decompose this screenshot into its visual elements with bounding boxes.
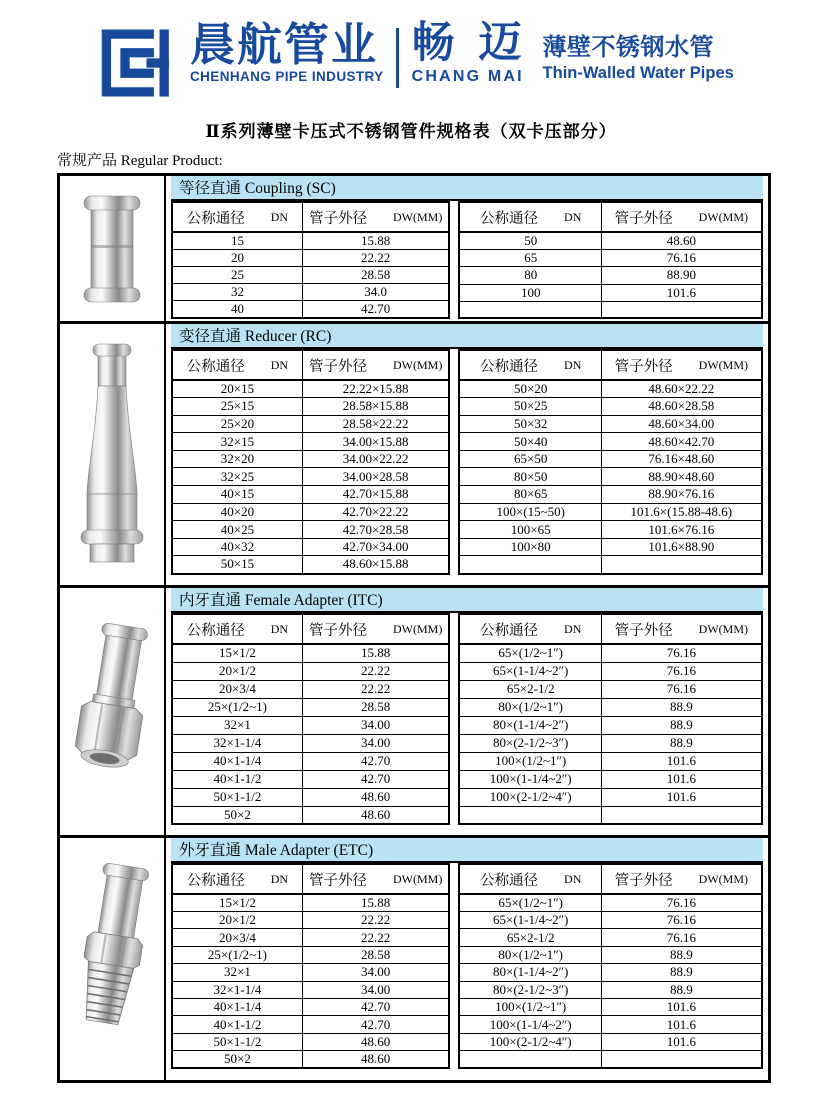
col-header-dw: 管子外径 DW(MM) [601, 350, 761, 380]
col-header-dw: 管子外径 DW(MM) [601, 614, 761, 644]
company-name-en: CHENHANG PIPE INDUSTRY [190, 69, 384, 84]
table-cell: 20×15 [172, 380, 302, 398]
table-row [459, 964, 761, 981]
table-row [172, 267, 449, 284]
table-row [459, 503, 761, 521]
table-cell: 32×20 [172, 450, 302, 468]
table-row [459, 538, 761, 556]
spec-table-right [458, 613, 762, 825]
table-cell: 48.60 [601, 232, 761, 250]
table-row [172, 468, 449, 486]
table-cell: 32×1-1/4 [172, 981, 302, 998]
table-cell: 22.22 [302, 250, 449, 267]
coupling-product-image [60, 176, 166, 321]
table-cell: 88.9 [601, 698, 761, 716]
table-cell: 42.70 [302, 770, 449, 788]
table-cell: 88.90×76.16 [601, 486, 761, 504]
table-cell: 32×1 [172, 716, 302, 734]
table-cell: 100×(2-1/2~4″) [459, 788, 601, 806]
male-adapter-product-image [60, 838, 166, 1080]
table-row [172, 806, 449, 824]
table-cell: 34.00×28.58 [302, 468, 449, 486]
table-cell: 76.16 [601, 680, 761, 698]
table-cell: 65×(1-1/4~2″) [459, 662, 601, 680]
table-cell: 88.9 [601, 734, 761, 752]
table-cell: 42.70 [302, 752, 449, 770]
spec-table-right [458, 863, 762, 1069]
table-cell: 22.22×15.88 [302, 380, 449, 398]
col-header-dw: 管子外径 DW(MM) [302, 350, 449, 380]
table-row [172, 698, 449, 716]
table-row [172, 380, 449, 398]
table-cell: 50×32 [459, 415, 601, 433]
section-male-adapter-etc [60, 835, 768, 1080]
table-cell: 65×(1/2~1″) [459, 644, 601, 662]
table-cell: 40×25 [172, 521, 302, 539]
table-cell: 50×1-1/2 [172, 1033, 302, 1050]
table-cell [459, 301, 601, 318]
table-row [459, 770, 761, 788]
table-cell: 20×3/4 [172, 929, 302, 946]
col-header-dn: 公称通径 DN [459, 864, 601, 894]
table-cell: 40×1-1/2 [172, 1016, 302, 1033]
col-header-dw: 管子外径 DW(MM) [302, 202, 449, 232]
section-reducer-rc [60, 321, 768, 585]
table-cell: 15.88 [302, 644, 449, 662]
section-title: 等径直通 Coupling (SC) [171, 176, 763, 201]
table-row [172, 486, 449, 504]
table-row [459, 752, 761, 770]
table-cell: 28.58 [302, 946, 449, 963]
table-cell: 32×15 [172, 433, 302, 451]
table-cell: 76.16 [601, 894, 761, 912]
table-cell: 88.9 [601, 981, 761, 998]
table-cell: 22.22 [302, 912, 449, 929]
table-row [459, 788, 761, 806]
table-cell: 40×1-1/2 [172, 770, 302, 788]
table-cell: 42.70×22.22 [302, 503, 449, 521]
company-name-cn: 晨航管业 [190, 19, 379, 70]
table-cell: 34.00 [302, 734, 449, 752]
table-row [172, 680, 449, 698]
table-cell: 28.58×22.22 [302, 415, 449, 433]
table-row [172, 894, 449, 912]
table-row [459, 521, 761, 539]
table-cell [601, 806, 761, 824]
col-header-dw: 管子外径 DW(MM) [601, 864, 761, 894]
document-title: Ⅱ系列薄壁卡压式不锈钢管件规格表（双卡压部分） [205, 122, 617, 141]
header-divider [396, 28, 399, 88]
table-cell: 80×50 [459, 468, 601, 486]
table-cell: 88.9 [601, 716, 761, 734]
table-cell: 40×15 [172, 486, 302, 504]
table-cell: 48.60 [302, 788, 449, 806]
table-cell: 101.6 [601, 752, 761, 770]
section-title: 变径直通 Reducer (RC) [171, 324, 763, 349]
table-cell: 20×1/2 [172, 662, 302, 680]
table-row [172, 538, 449, 556]
table-cell: 100×(1-1/4~2″) [459, 770, 601, 788]
table-cell: 40×1-1/4 [172, 998, 302, 1015]
table-cell: 101.6 [601, 1033, 761, 1050]
table-cell: 100×80 [459, 538, 601, 556]
table-cell: 32×25 [172, 468, 302, 486]
table-row [459, 662, 761, 680]
table-row [172, 912, 449, 929]
table-row [172, 284, 449, 301]
table-row [172, 734, 449, 752]
table-cell: 100×65 [459, 521, 601, 539]
table-cell: 34.0 [302, 284, 449, 301]
table-row [459, 380, 761, 398]
section-female-adapter-itc [60, 585, 768, 835]
col-header-dw: 管子外径 DW(MM) [302, 864, 449, 894]
table-cell: 15×1/2 [172, 644, 302, 662]
table-cell: 42.70×34.00 [302, 538, 449, 556]
col-header-dw: 管子外径 DW(MM) [601, 202, 761, 232]
table-cell: 42.70 [302, 998, 449, 1015]
table-cell: 28.58 [302, 698, 449, 716]
table-cell: 40×1-1/4 [172, 752, 302, 770]
table-cell: 100×(15~50) [459, 503, 601, 521]
table-row [459, 912, 761, 929]
table-cell: 25 [172, 267, 302, 284]
table-row [172, 964, 449, 981]
table-row [459, 398, 761, 416]
table-row [459, 716, 761, 734]
brand-name-en: CHANG MAI [411, 68, 524, 85]
table-cell: 101.6×76.16 [601, 521, 761, 539]
reducer-product-image [60, 324, 166, 585]
table-row [172, 250, 449, 267]
table-cell: 25×20 [172, 415, 302, 433]
table-row [459, 734, 761, 752]
table-cell: 76.16 [601, 662, 761, 680]
table-cell: 88.90 [601, 267, 761, 284]
table-cell: 76.16 [601, 912, 761, 929]
table-cell: 20 [172, 250, 302, 267]
table-cell: 32×1 [172, 964, 302, 981]
section-coupling-sc [60, 176, 768, 321]
table-row [172, 503, 449, 521]
table-cell: 101.6 [601, 788, 761, 806]
table-row [172, 450, 449, 468]
spec-table [57, 173, 771, 1083]
col-header-dn: 公称通径 DN [172, 202, 302, 232]
ch-monogram-icon [98, 24, 180, 107]
table-cell: 101.6 [601, 998, 761, 1015]
table-row [459, 284, 761, 301]
section-title: 内牙直通 Female Adapter (ITC) [171, 588, 763, 613]
table-row [459, 644, 761, 662]
table-row [172, 232, 449, 250]
spec-table-left [171, 349, 450, 575]
spec-table-right [458, 201, 762, 319]
table-cell: 50×25 [459, 398, 601, 416]
table-cell: 32 [172, 284, 302, 301]
tagline-cn: 薄壁不锈钢水管 [542, 34, 715, 61]
table-cell [459, 556, 601, 574]
table-cell: 22.22 [302, 929, 449, 946]
table-row [459, 806, 761, 824]
table-cell: 65×2-1/2 [459, 680, 601, 698]
table-cell: 15.88 [302, 232, 449, 250]
table-row [172, 398, 449, 416]
table-cell: 76.16 [601, 250, 761, 267]
table-cell: 76.16 [601, 929, 761, 946]
table-cell: 101.6 [601, 1016, 761, 1033]
table-row [459, 1016, 761, 1033]
table-cell: 65×50 [459, 450, 601, 468]
table-cell: 76.16 [601, 644, 761, 662]
table-cell: 48.60 [302, 806, 449, 824]
table-cell: 42.70×28.58 [302, 521, 449, 539]
table-cell: 42.70×15.88 [302, 486, 449, 504]
col-header-dn: 公称通径 DN [172, 350, 302, 380]
table-row [459, 433, 761, 451]
table-row [459, 415, 761, 433]
table-cell: 88.90×48.60 [601, 468, 761, 486]
col-header-dw: 管子外径 DW(MM) [302, 614, 449, 644]
table-cell: 101.6 [601, 770, 761, 788]
table-row [459, 929, 761, 946]
table-cell: 100×(1/2~1″) [459, 998, 601, 1015]
table-row [172, 788, 449, 806]
table-row [459, 946, 761, 963]
brand-name-block [411, 19, 528, 86]
table-cell: 40×32 [172, 538, 302, 556]
table-cell: 28.58×15.88 [302, 398, 449, 416]
table-row [172, 1033, 449, 1050]
table-cell: 80×65 [459, 486, 601, 504]
table-row [172, 415, 449, 433]
table-cell: 15×1/2 [172, 894, 302, 912]
table-row [172, 946, 449, 963]
table-cell: 25×15 [172, 398, 302, 416]
table-row [172, 644, 449, 662]
table-row [459, 450, 761, 468]
table-cell: 101.6×88.90 [601, 538, 761, 556]
table-cell: 88.9 [601, 964, 761, 981]
table-cell: 48.60×34.00 [601, 415, 761, 433]
table-cell: 32×1-1/4 [172, 734, 302, 752]
table-cell: 80×(1-1/4~2″) [459, 964, 601, 981]
table-row [172, 301, 449, 319]
col-header-dn: 公称通径 DN [459, 614, 601, 644]
table-cell: 42.70 [302, 301, 449, 319]
table-cell: 101.6×(15.88-48.6) [601, 503, 761, 521]
table-row [172, 556, 449, 574]
table-cell: 22.22 [302, 680, 449, 698]
table-row [459, 680, 761, 698]
table-row [459, 981, 761, 998]
table-row [459, 301, 761, 318]
table-row [172, 998, 449, 1015]
table-cell: 80×(1/2~1″) [459, 946, 601, 963]
table-cell: 22.22 [302, 662, 449, 680]
table-cell [459, 806, 601, 824]
table-row [172, 433, 449, 451]
table-cell [601, 301, 761, 318]
table-cell: 50×15 [172, 556, 302, 574]
section-title: 外牙直通 Male Adapter (ETC) [171, 838, 763, 863]
table-cell: 20×3/4 [172, 680, 302, 698]
table-cell: 50×2 [172, 1051, 302, 1069]
col-header-dn: 公称通径 DN [459, 202, 601, 232]
table-cell: 48.60 [302, 1033, 449, 1050]
table-cell: 28.58 [302, 267, 449, 284]
table-cell: 48.60×28.58 [601, 398, 761, 416]
tagline-block [543, 35, 734, 83]
table-cell: 65 [459, 250, 601, 267]
brand-header [98, 19, 822, 106]
table-row [172, 662, 449, 680]
table-cell: 50×1-1/2 [172, 788, 302, 806]
table-cell [459, 1051, 601, 1069]
table-cell: 20×1/2 [172, 912, 302, 929]
tagline-en: Thin-Walled Water Pipes [542, 64, 734, 83]
table-cell: 100 [459, 284, 601, 301]
spec-table-left [171, 613, 450, 825]
female-adapter-product-image [60, 588, 166, 835]
table-cell: 48.60 [302, 1051, 449, 1069]
table-cell: 88.9 [601, 946, 761, 963]
col-header-dn: 公称通径 DN [172, 614, 302, 644]
table-cell: 80×(1/2~1″) [459, 698, 601, 716]
table-cell: 65×(1/2~1″) [459, 894, 601, 912]
table-cell: 40×20 [172, 503, 302, 521]
table-row [459, 698, 761, 716]
table-cell: 100×(1-1/4~2″) [459, 1016, 601, 1033]
table-cell: 76.16×48.60 [601, 450, 761, 468]
table-cell: 40 [172, 301, 302, 319]
table-cell: 48.60×22.22 [601, 380, 761, 398]
table-row [172, 929, 449, 946]
table-cell: 50×40 [459, 433, 601, 451]
company-name-block [190, 19, 384, 84]
table-cell [601, 1051, 761, 1069]
table-row [172, 770, 449, 788]
table-cell: 48.60×42.70 [601, 433, 761, 451]
table-row [172, 752, 449, 770]
table-cell: 15.88 [302, 894, 449, 912]
table-row [459, 1051, 761, 1069]
table-cell: 34.00×22.22 [302, 450, 449, 468]
table-cell: 65×(1-1/4~2″) [459, 912, 601, 929]
table-cell: 101.6 [601, 284, 761, 301]
table-cell: 34.00 [302, 981, 449, 998]
table-cell: 42.70 [302, 1016, 449, 1033]
table-cell: 100×(1/2~1″) [459, 752, 601, 770]
table-cell: 80×(2-1/2~3″) [459, 981, 601, 998]
table-cell: 50×2 [172, 806, 302, 824]
table-row [172, 981, 449, 998]
table-cell [601, 556, 761, 574]
table-row [459, 894, 761, 912]
table-cell: 50 [459, 232, 601, 250]
table-cell: 80 [459, 267, 601, 284]
table-cell: 50×20 [459, 380, 601, 398]
table-cell: 80×(2-1/2~3″) [459, 734, 601, 752]
table-row [459, 250, 761, 267]
col-header-dn: 公称通径 DN [172, 864, 302, 894]
table-row [459, 556, 761, 574]
table-row [172, 716, 449, 734]
table-cell: 34.00×15.88 [302, 433, 449, 451]
document-subtitle: 常规产品 Regular Product: [57, 153, 223, 169]
spec-table-left [171, 863, 450, 1069]
table-cell: 25×(1/2~1) [172, 946, 302, 963]
table-row [459, 232, 761, 250]
col-header-dn: 公称通径 DN [459, 350, 601, 380]
table-cell: 65×2-1/2 [459, 929, 601, 946]
table-row [459, 486, 761, 504]
table-row [172, 1016, 449, 1033]
table-cell: 80×(1-1/4~2″) [459, 716, 601, 734]
table-cell: 48.60×15.88 [302, 556, 449, 574]
table-cell: 100×(2-1/2~4″) [459, 1033, 601, 1050]
spec-table-left [171, 201, 450, 319]
table-row [459, 468, 761, 486]
table-row [459, 998, 761, 1015]
table-cell: 34.00 [302, 716, 449, 734]
table-row [172, 1051, 449, 1069]
table-cell: 34.00 [302, 964, 449, 981]
brand-name-cn: 畅 迈 [411, 19, 528, 67]
table-cell: 25×(1/2~1) [172, 698, 302, 716]
table-row [172, 521, 449, 539]
table-cell: 15 [172, 232, 302, 250]
spec-table-right [458, 349, 762, 575]
table-row [459, 1033, 761, 1050]
table-row [459, 267, 761, 284]
